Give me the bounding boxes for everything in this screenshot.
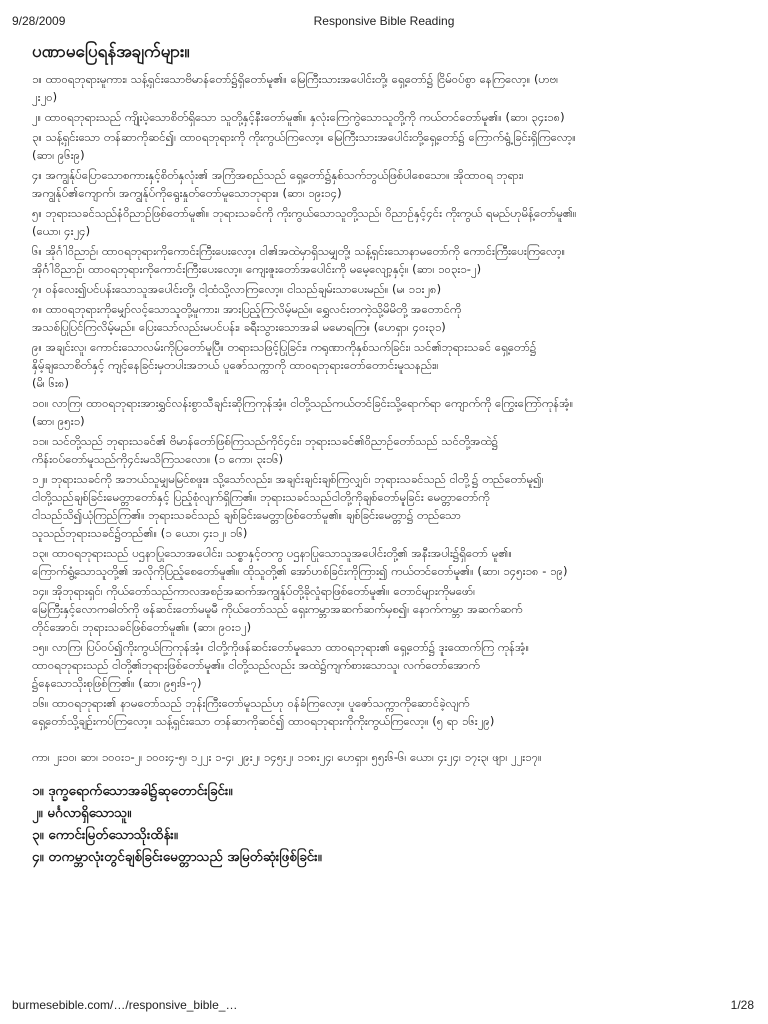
verse-line: (ဆာ၊ ၉၆း၉) <box>32 148 85 162</box>
print-title: Responsive Bible Reading <box>313 14 455 28</box>
verse-line: အကျွန်ုပ်၏ကျောက်၊ အကျွန်ုပ်ကိုရွေးနှုတ်တော်မူသောဘုရား။ (ဆာ၊ ၁၉း၁၄) <box>32 186 342 200</box>
outline-item: ၂။ မင်္ဂလာရှိသောသူ။ <box>32 805 132 821</box>
verse-line: အိုင်္ဂါဝိညာဉ်၊ ထာဝရဘုရားကိုကောင်းကြီးပေးလော့။ ကျေးဇူးတော်အပေါင်းကို မမေ့လျော့နှင့်။ (ဆာ၊ ၁၀၃း၁-၂) <box>32 262 482 276</box>
verse-paragraph <box>32 582 754 636</box>
verse-paragraph <box>32 638 754 692</box>
document-heading: ပဏာမပြေရန်အချက်များ။ <box>32 42 190 62</box>
outline-list <box>32 780 754 868</box>
verse-line: ၁၀။ လာကြ၊ ထာဝရဘုရားအားရွှင်လန်းစွာသီချင်းဆိုကြကုန်အံ့။ ငါတို့သည်ကယ်တင်ခြင်းသို့ရောက်ရာ ကျောက်ကို ကြွေးကြော်ကုန်အံ့။ <box>32 396 574 410</box>
verse-line: မြေကြီးနှင့်လောကဓါတ်ကို ဖန်ဆင်းတော်မမူမီ ကိုယ်တော်သည် ရှေးကမ္ဘာအဆက်ဆက်မှစ၍၊ နောက်ကမ္ဘာ အဆက်ဆက် <box>32 602 523 616</box>
verse-line: (ယော၊ ၄း၂၄) <box>32 224 91 238</box>
verse-list <box>32 70 754 730</box>
verse-line: (ဆာ၊ ၉၅း၁) <box>32 414 85 428</box>
verse-line: ၁၄။ အိုဘုရားရှင်၊ ကိုယ်တော်သည်ကာလအစဉ်အဆက်အကျွန်ုပ်တို့ခိုလှုံရာဖြစ်တော်မူ၏။ တောင်များကိုမဖော်၊ <box>32 584 476 598</box>
verse-paragraph <box>32 70 754 106</box>
verse-line: ၁၂။ ဘုရားသခင်ကို အဘယ်သူမျှမမြင်စဖူး။ သို့သော်လည်း၊ အချင်းချင်းချစ်ကြလျှင်၊ ဘုရားသခင်သည် ငါတို့၌ တည်တော်မူ၍၊ <box>32 472 544 486</box>
verse-line: နှိမ့်ချသောစိတ်နှင့် ကျင့်နေခြင်းမှတပါးအဘယ် ပူဇော်သက္ကာကို ထာဝရဘုရားတော်တောင်းမူသနည်း။ <box>32 358 439 372</box>
verse-paragraph <box>32 166 754 202</box>
page-url: burmesebible.com/…/responsive_bible_… <box>12 998 238 1012</box>
verse-line: ၄။ အကျွန်ုပ်ပြောသောစကားနှင့်စိတ်နှလုံး၏ အကြံအစည်သည် ရှေ့တော်၌နှစ်သက်ဘွယ်ဖြစ်ပါစေသော။ အိုထာဝရ ဘုရား၊ <box>32 168 524 182</box>
verse-paragraph <box>32 242 754 278</box>
verse-line: ၆။ အိုင်္ဂါဝိညာဉ်၊ ထာဝရဘုရားကိုကောင်းကြီးပေးလော့။ ငါ၏အထဲမှာရှိသမျှတို့၊ သန့်ရှင်းသောနာမတော်ကို ကောင်းကြီးပေးကြလော့။ <box>32 244 566 258</box>
verse-line: ၌နေသောသိုးစုဖြစ်ကြ၏။ (ဆာ၊ ၉၅း၆-၇) <box>32 676 202 690</box>
verse-line: သူသည်ဘုရားသခင်၌တည်၏။ (၁ ယော၊ ၄း၁၂၊ ၁၆) <box>32 526 248 540</box>
verse-line: ၁။ ထာဝရဘုရားမူကား၊ သန့်ရှင်းသောဗိမာန်တော်၌ရှိတော်မူ၏။ မြေကြီးသားအပေါင်းတို့၊ ရှေ့တော်၌ ငြိမ်ဝပ်စွာ နေကြလော့။ (ဟဗ၊ <box>32 72 559 86</box>
verse-paragraph <box>32 128 754 164</box>
verse-line: ငါတို့သည်ချစ်ခြင်းမေတ္တာတော်နှင့် ပြည့်စုံလျက်ရှိကြ၏။ ဘုရားသခင်သည်ငါတို့ကိုချစ်တော်မူခြင်း မေတ္တာတော်ကို <box>32 490 490 504</box>
outline-item: ၄။ တကမ္ဘာလုံးတွင်ချစ်ခြင်းမေတ္တာသည် အမြတ်ဆုံးဖြစ်ခြင်း။ <box>32 849 322 865</box>
verse-paragraph <box>32 394 754 430</box>
document-body <box>32 40 754 868</box>
verse-line: (မိ၊ ၆း၈) <box>32 376 69 390</box>
verse-line: ၉။ အချင်းလူ၊ ကောင်းသောလမ်းကိုပြတော်မူပြီ။ တရားသဖြင့်ပြုခြင်း၊ ကရုဏာကိုနှစ်သက်ခြင်း၊ သင်၏ဘုရားသခင် ရှေ့တော်၌ <box>32 340 537 354</box>
verse-line: ငါသည်သိ၍ယုံကြည်ကြ၏။ ဘုရားသခင်သည် ချစ်ခြင်းမေတ္တာဖြစ်တော်မူ၏။ ချစ်ခြင်းမေတ္တာ၌ တည်သော <box>32 508 462 522</box>
verse-paragraph <box>32 544 754 580</box>
verse-line: ၂။ ထာဝရဘုရားသည် ကျိုးပဲ့သောစိတ်ရှိသော သူတို့နှင့်နီးတော်မူ၏။ နှလုံးကြေကွဲသောသူတို့ကို ကယ်တင်တော်မူ၏။ (ဆာ၊ ၃၄း၁၈) <box>32 110 565 124</box>
reference-list: ကာ၊ ၂း၁၀၊ ဆာ၊ ၁၀၀း၁-၂၊ ၁၀၀း၄-၅၊ ၁၂၂း ၁-၄၊ ၂၉း၂၊ ၁၄၅း၂၊ ၁၁၈း၂၄၊ ဟေရှာ၊ ၅၅း၆-၆၊ ယော၊ ၄း၂၄၊ ၁၇း၃၊ ဖျာ၊ ၂၂း၁၇။ <box>32 750 542 764</box>
verse-line: ၅။ ဘုရားသခင်သည်နံဝိညာဉ်ဖြစ်တော်မူ၏။ ဘုရားသခင်ကို ကိုးကွယ်သောသူတို့သည်၊ ဝိညာဉ်နှင့်၄င်း ကိုးကွယ် ရမည်ဟုမိန့်တော်မူ၏။ <box>32 206 577 220</box>
verse-paragraph <box>32 108 754 126</box>
verse-line: ၁၁။ သင်တို့သည် ဘုရားသခင်၏ ဗိမာန်တော်ဖြစ်ကြသည်ကိုင်၄င်း၊ ဘုရားသခင်၏ဝိညာဉ်တော်သည် သင်တို့အထဲ၌ <box>32 434 499 448</box>
verse-paragraph <box>32 338 754 392</box>
verse-line: ၃။ သန့်ရှင်းသော တန်ဆာကိုဆင်၍၊ ထာဝရဘုရားကို ကိုးကွယ်ကြလော့။ မြေကြီးသားအပေါင်းတို့ရှေ့တော်၌ ကြောက်ရွံ့ခြင်းရှိကြလော့။ <box>32 130 576 144</box>
verse-paragraph <box>32 204 754 240</box>
print-header <box>0 14 768 32</box>
verse-line: ၁၃။ ထာဝရဘုရားသည် ပဌနာပြုသောအပေါင်း၊ သစ္စာနှင့်တကွ ပဌနာပြုသောသူအပေါင်းတို့၏ အနီးအပါး၌ရှိတော် မူ၏။ <box>32 546 512 560</box>
verse-line: ၁၅။ လာကြ၊ ပြပ်ဝပ်၍ကိုးကွယ်ကြကုန်အံ့။ ငါတို့ကိုဖန်ဆင်းတော်မူသော ထာဝရဘုရား၏ ရှေ့တော်၌ ဒူးထောက်ကြ ကုန်အံ့။ <box>32 640 530 654</box>
verse-paragraph <box>32 300 754 336</box>
verse-paragraph <box>32 280 754 298</box>
verse-line: ရှေ့တော်သို့ချဉ်းကပ်ကြလော့။ သန့်ရှင်းသော တန်ဆာကိုဆင်၍ ထာဝရဘုရားကိုကိုးကွယ်ကြလော့။ (၅ ရာ ၁၆း၂၉) <box>32 714 495 728</box>
outline-item: ၃။ ကောင်းမြတ်သောသိုးထိန်း။ <box>32 827 178 843</box>
outline-item: ၁။ ဒုက္ခရောက်သောအခါ၌ဆုတောင်းခြင်း။ <box>32 783 233 799</box>
page-number: 1/28 <box>730 998 754 1012</box>
verse-line: တိုင်အောင်၊ ဘုရားသခင်ဖြစ်တော်မူ၏။ (ဆာ၊ ၉၀း၁၂) <box>32 620 252 634</box>
verse-line: အသစ်ပြုပြင်ကြလိမ့်မည်။ ပြေးသော်လည်းမပင်ပန်း၊ ခရီးသွားသောအခါ မမောရကြ။ (ဟေရှာ၊ ၄၀း၃၁) <box>32 320 446 334</box>
verse-line: ၈။ ထာဝရဘုရားကိုမျှော်လင့်သောသူတို့မူကား၊ အားပြည့်ကြလိမ့်မည်။ ရွှေလင်းတကဲ့သို့မိမိတို့ အတောင်ကို <box>32 302 462 316</box>
verse-line: ထာဝရဘုရားသည် ငါတို့၏ဘုရားဖြစ်တော်မူ၏။ ငါတို့သည်လည်း အထဲ၌ကျက်စားသောသူ၊ လက်တော်အောက် <box>32 658 480 672</box>
verse-line: ကိန်းဝပ်တော်မူသည်ကို၄င်းမသိကြသလော။ (၁ ကော၊ ၃း၁၆) <box>32 452 284 466</box>
print-footer <box>0 998 768 1016</box>
verse-line: ကြောက်ရွံ့သောသူတို့၏ အလိုကိုပြည့်စေတော်မူ၏။ ထိုသူတို့၏ အော်ဟစ်ခြင်းကိုကြား၍ ကယ်တင်တော်မူ၏။ (ဆာ၊ ၁၄၅း၁၈ - ၁၉) <box>32 564 568 578</box>
verse-line: ၁၆။ ထာဝရဘုရား၏ နာမတော်သည် ဘုန်းကြီးတော်မူသည်ဟု ဝန်ခံကြလော့။ ပူဇော်သက္ကာကိုဆောင်ခဲ့လျက် <box>32 696 470 710</box>
verse-line: ၇။ ဝန်လေး၍ပင်ပန်းသောသူအပေါင်းတို့၊ ငါ့ထံသို့လာကြလော့။ ငါသည်ချမ်းသာပေးမည်။ (မ၊ ၁၁း၂၈) <box>32 282 442 296</box>
verse-line: ၂း၂၀) <box>32 90 58 104</box>
verse-paragraph <box>32 470 754 542</box>
print-date: 9/28/2009 <box>12 14 66 28</box>
verse-paragraph <box>32 432 754 468</box>
verse-paragraph <box>32 694 754 730</box>
